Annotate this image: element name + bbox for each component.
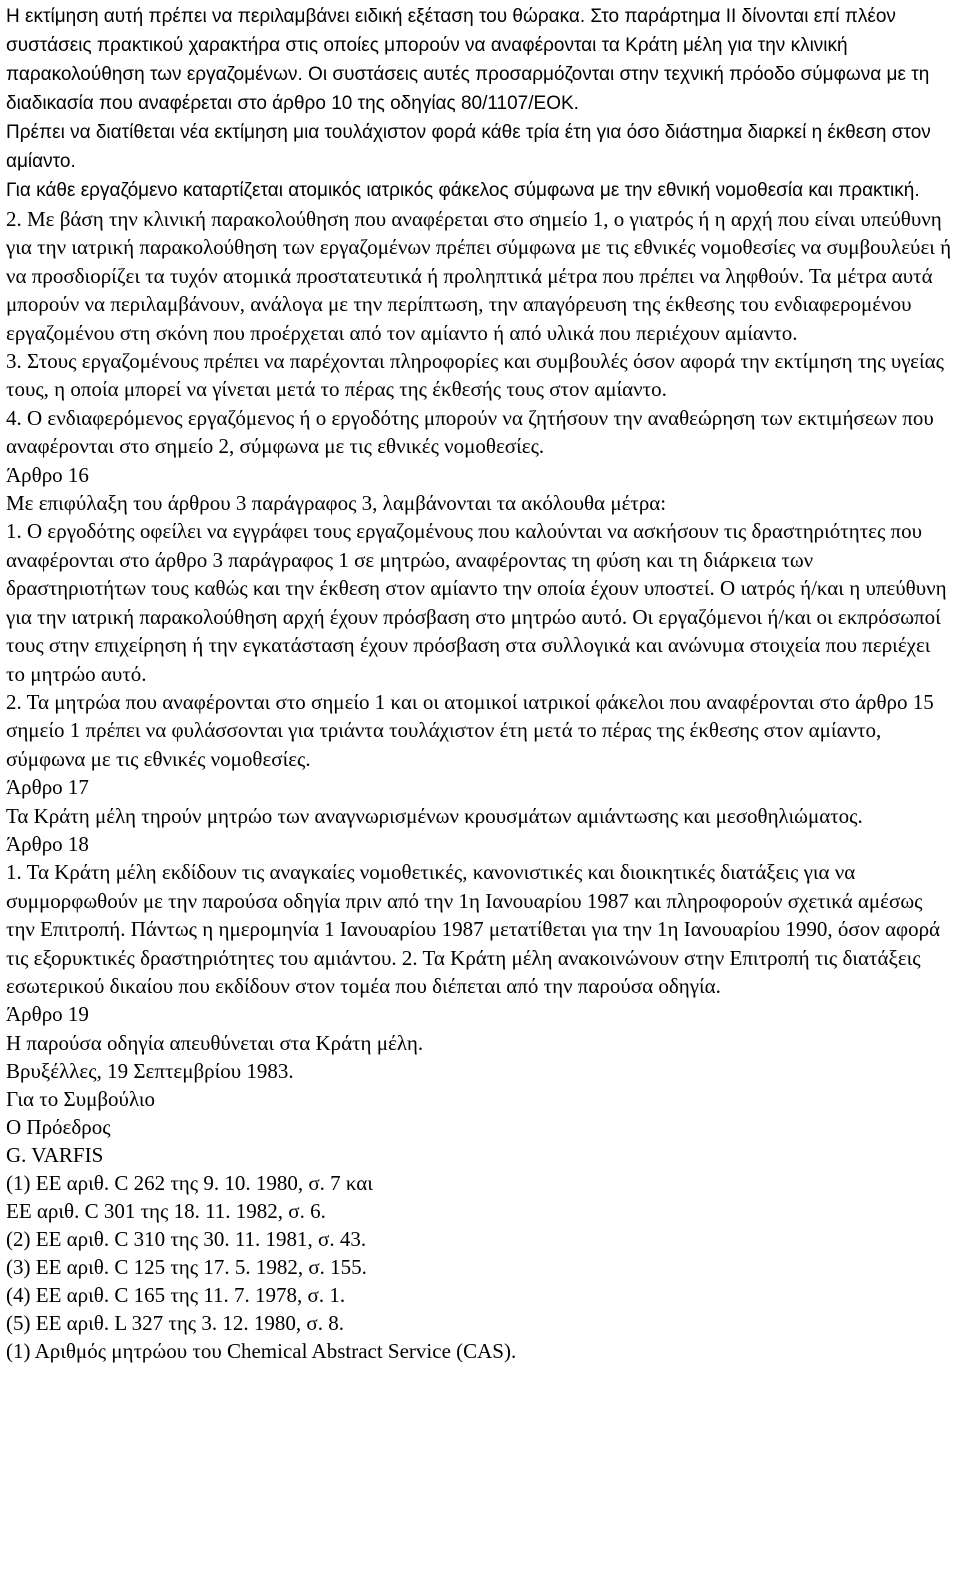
footnote-5: (5) ΕΕ αριθ. L 327 της 3. 12. 1980, σ. 8. [6,1311,344,1336]
article-16-intro: Με επιφύλαξη του άρθρου 3 παράγραφος 3, λαμβάνονται τα ακόλουθα μέτρα: [6,491,667,516]
footnote-cas: (1) Αριθμός μητρώου του Chemical Abstract Service (CAS). [6,1339,517,1364]
article-17-text: Τα Κράτη μέλη τηρούν μητρώο των αναγνωρισμένων κρουσμάτων αμιάντωσης και μεσοθηλιώματος. [6,803,863,828]
footnote-4: (4) ΕΕ αριθ. C 165 της 11. 7. 1978, σ. 1. [6,1283,346,1308]
article-17-heading: Άρθρο 17 [6,775,89,800]
signature-name: G. VARFIS [6,1143,104,1168]
intro-paragraph-3: Για κάθε εργαζόμενο καταρτίζεται ατομικός ιατρικός φάκελος σύμφωνα με την εθνική νομοθεσία και πρακτική. [6,180,920,201]
article-19-text: Η παρούσα οδηγία απευθύνεται στα Κράτη μέλη. [6,1030,424,1055]
article-18-text: 1. Τα Κράτη μέλη εκδίδουν τις αναγκαίες νομοθετικές, κανονιστικές και διοικητικές διατάξεις για να συμμορφωθούν με την παρούσα οδηγία πριν από την 1η Ιανουαρίου 1987 και πληροφορούν σχετικά αμέσως την Επιτροπή. Πάντως η ημερομηνία 1 Ιανουαρίου 1987 μετατίθεται για την 1η Ιανουαρίου 1990, όσον αφορά τις εξορυκτικές δραστηριότητες του αμιάντου. 2. Τα Κράτη μέλη ανακοινώνουν στην Επιτροπή τις διατάξεις εσωτερικού δικαίου που εκδίδουν στον τομέα που διέπεται από την παρούσα οδηγία. [6,860,941,998]
article-15-point-3: 3. Στους εργαζομένους πρέπει να παρέχονται πληροφορίες και συμβουλές όσον αφορά την εκτίμηση της υγείας τους, η οποία μπορεί να γίνεται μετά το πέρας της έκθεσής τους στον αμίαντο. [6,349,944,402]
footnote-1-continued: ΕΕ αριθ. C 301 της 18. 11. 1982, σ. 6. [6,1199,326,1224]
article-15-point-2: 2. Με βάση την κλινική παρακολούθηση που αναφέρεται στο σημείο 1, ο γιατρός ή η αρχή που είναι υπεύθυνη για την ιατρική παρακολούθηση των εργαζομένων πρέπει σύμφωνα με τις εθνικές νομοθεσίες να συμβουλεύει ή να προσδιορίζει τα τυχόν ατομικά προστατευτικά ή προληπτικά μέτρα που πρέπει να ληφθούν. Τα μέτρα αυτά μπορούν να περιλαμβάνουν, ανάλογα με την περίπτωση, την απαγόρευση της έκθεσης του ενδιαφερομένου εργαζομένου στη σκόνη που προέρχεται από τον αμίαντο ή από υλικά που περιέχουν αμίαντο. [6,207,952,345]
article-16-point-2: 2. Τα μητρώα που αναφέρονται στο σημείο 1 και οι ατομικοί ιατρικοί φάκελοι που αναφέρονται στο άρθρο 15 σημείο 1 πρέπει να φυλάσσονται για τριάντα τουλάχιστον έτη μετά το πέρας της έκθεσης στον αμίαντο, σύμφωνα με τις εθνικές νομοθεσίες. [6,689,934,771]
footnote-1: (1) ΕΕ αριθ. C 262 της 9. 10. 1980, σ. 7 και [6,1171,373,1196]
intro-paragraph-2: Πρέπει να διατίθεται νέα εκτίμηση μια τουλάχιστον φορά κάθε τρία έτη για όσο διάστημα διαρκεί η έκθεση στον αμίαντο. [6,122,931,172]
footnote-2: (2) ΕΕ αριθ. C 310 της 30. 11. 1981, σ. 43. [6,1227,367,1252]
intro-paragraph-1: Η εκτίμηση αυτή πρέπει να περιλαμβάνει ειδική εξέταση του θώρακα. Στο παράρτημα ΙΙ δίνονται επί πλέον συστάσεις πρακτικού χαρακτήρα στις οποίες μπορούν να αναφέρονται τα Κράτη μέλη για την κλινική παρακολούθηση των εργαζομένων. Οι συστάσεις αυτές προσαρμόζονται στην τεχνική πρόοδο σύμφωνα με τη διαδικασία που αναφέρεται στο άρθρο 10 της οδηγίας 80/1107/ΕΟΚ. [6,6,930,114]
article-19-heading: Άρθρο 19 [6,1002,89,1027]
signature-president-title: Ο Πρόεδρος [6,1115,111,1140]
article-16-point-1: 1. Ο εργοδότης οφείλει να εγγράφει τους εργαζομένους που καλούνται να ασκήσουν τις δραστηριότητες που αναφέρονται στο άρθρο 3 παράγραφος 1 σε μητρώο, αναφέροντας τη φύση και τη διάρκεια των δραστηριοτήτων τους καθώς και την έκθεση στον αμίαντο την οποία έχουν υποστεί. Ο ιατρός ή/και η υπεύθυνη για την ιατρική παρακολούθηση αρχή έχουν πρόσβαση στο μητρώο αυτό. Οι εργαζόμενοι ή/και οι εκπρόσωποί τους στην επιχείρηση ή την εγκατάσταση έχουν πρόσβαση στα συλλογικά και ανώνυμα στοιχεία που περιέχει το μητρώο αυτό. [6,519,947,686]
article-16-heading: Άρθρο 16 [6,462,89,487]
article-15-point-4: 4. Ο ενδιαφερόμενος εργαζόμενος ή ο εργοδότης μπορούν να ζητήσουν την αναθεώρηση των εκτιμήσεων που αναφέρονται στο σημείο 2, σύμφωνα με τις εθνικές νομοθεσίες. [6,405,934,459]
signature-council: Για το Συμβούλιο [6,1087,156,1112]
signature-place-date: Βρυξέλλες, 19 Σεπτεμβρίου 1983. [6,1059,294,1084]
footnote-3: (3) ΕΕ αριθ. C 125 της 17. 5. 1982, σ. 155. [6,1255,367,1280]
article-18-heading: Άρθρο 18 [6,831,89,856]
